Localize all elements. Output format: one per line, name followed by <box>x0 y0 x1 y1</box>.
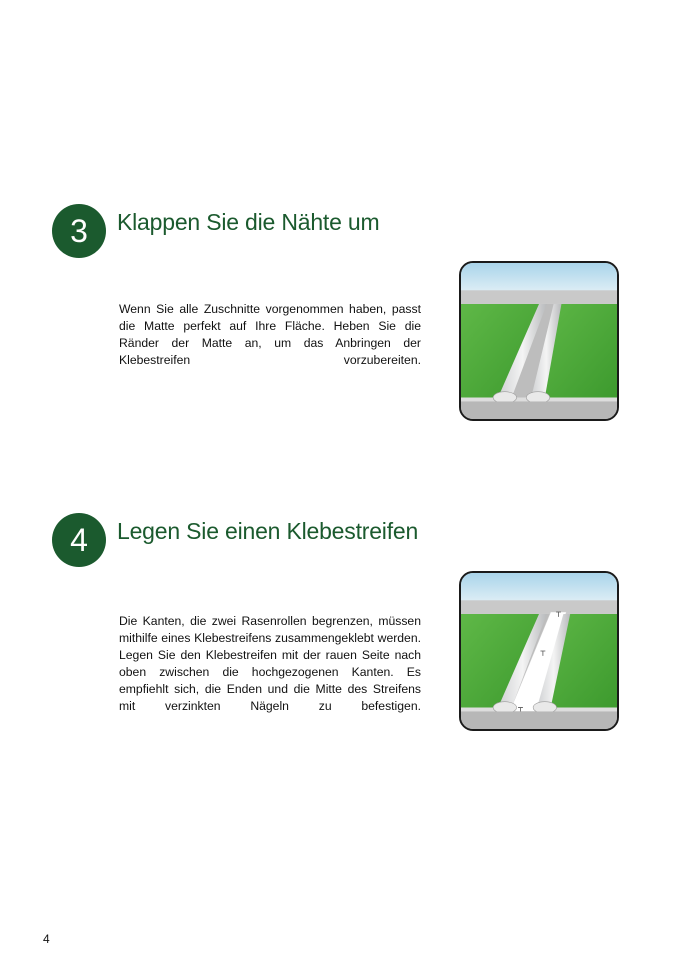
step-number-badge <box>52 204 106 258</box>
step-description: Die Kanten, die zwei Rasenrollen begrenzen, müssen mithilfe eines Klebestreifens zusammengeklebt werden. Legen Sie den Klebestreifen mit der rauen Seite nach oben zwischen die hochgezogenen Kanten. Es empfiehlt sich, die Enden und die Mitte des Streifens mit verzinkten Nägeln zu befestigen. <box>119 614 421 713</box>
tape-strip-illustration <box>459 571 619 731</box>
step-title: Legen Sie einen Klebestreifen <box>117 518 419 544</box>
page-number: 4 <box>43 932 50 946</box>
step-description: Wenn Sie alle Zuschnitte vorgenommen haben, passt die Matte perfekt auf Ihre Fläche. Heben Sie die Ränder der Matte an, um das Anbringen der Klebestreifen vorzubereiten. <box>119 302 421 367</box>
step-title: Klappen Sie die Nähte um <box>117 209 380 235</box>
folded-seams-illustration <box>459 261 619 421</box>
step-number: 4 <box>70 521 88 558</box>
step-number: 3 <box>70 212 88 249</box>
step-number-badge <box>52 513 106 567</box>
